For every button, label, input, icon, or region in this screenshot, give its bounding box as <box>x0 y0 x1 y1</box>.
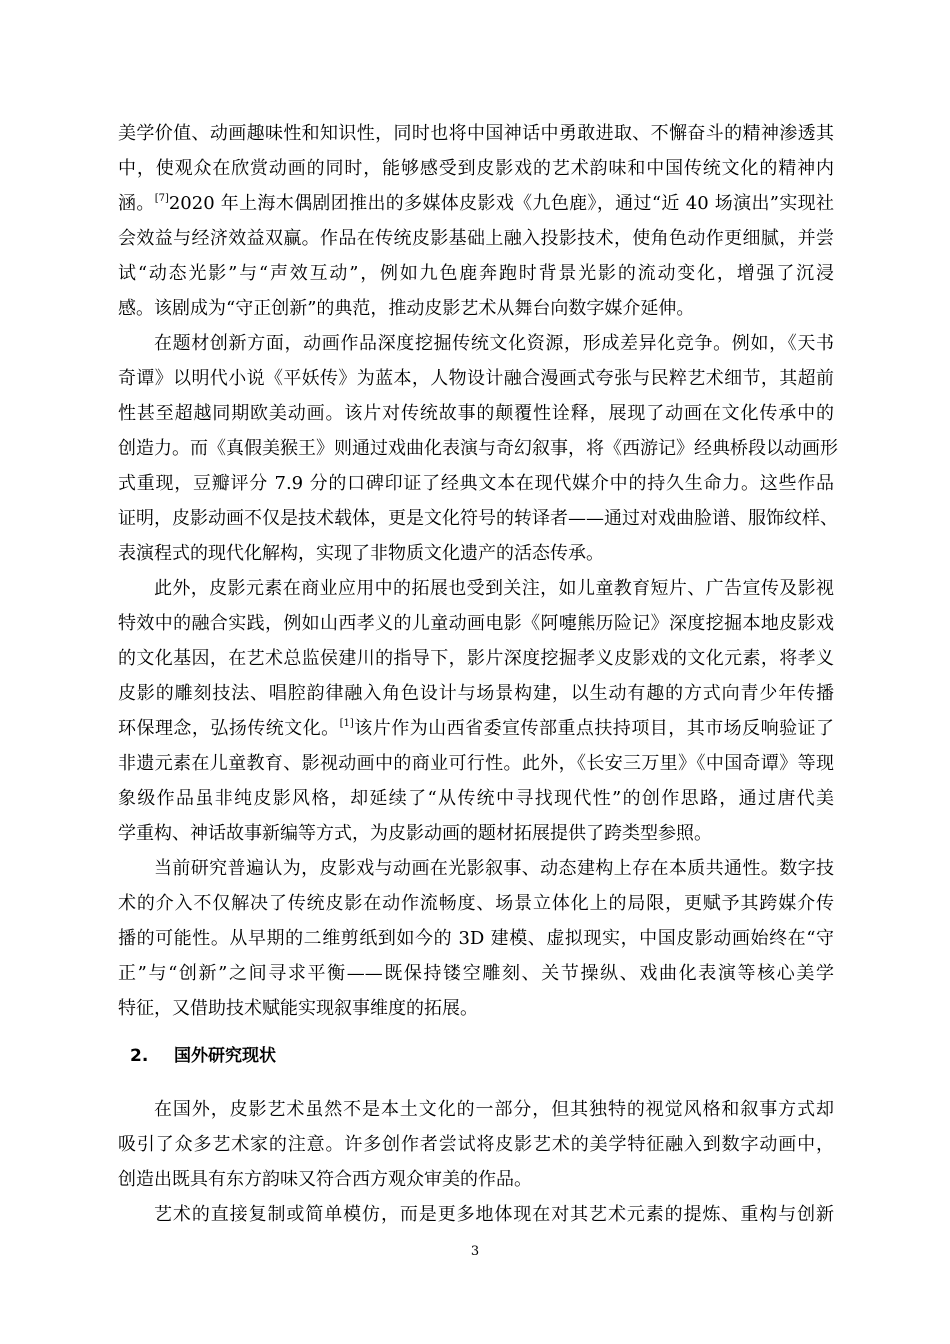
body-text-line: 正”与“创新”之间寻求平衡——既保持镂空雕刻、关节操纵、戏曲化表演等核心美学 <box>118 963 834 984</box>
body-text-line: 感。该剧成为“守正创新”的典范，推动皮影艺术从舞台向数字媒介延伸。 <box>118 298 695 319</box>
body-text-line: 性甚至超越同期欧美动画。该片对传统故事的颠覆性诠释，展现了动画在文化传承中的 <box>118 403 834 424</box>
body-text-line: 创造出既具有东方韵味又符合西方观众审美的作品。 <box>118 1169 532 1190</box>
body-text-line: 当前研究普遍认为，皮影戏与动画在光影叙事、动态建构上存在本质共通性。数字技 <box>154 858 834 879</box>
body-text-line: 此外，皮影元素在商业应用中的拓展也受到关注，如儿童教育短片、广告宣传及影视 <box>154 578 834 599</box>
section-title: 国外研究现状 <box>174 1046 276 1066</box>
body-text-fragment: 涵。 <box>118 193 155 214</box>
body-text-line: 中，使观众在欣赏动画的同时，能够感受到皮影戏的艺术韵味和中国传统文化的精神内 <box>118 158 834 179</box>
body-text-line: 表演程式的现代化解构，实现了非物质文化遗产的活态传承。 <box>118 543 604 564</box>
body-text-fragment: 2020 年上海木偶剧团推出的多媒体皮影戏《九色鹿》，通过“近 40 场演出”实现社 <box>168 193 835 214</box>
body-text-line: 非遗元素在儿童教育、影视动画中的商业可行性。此外，《长安三万里》《中国奇谭》等现 <box>118 753 834 774</box>
body-text-line: 证明，皮影动画不仅是技术载体，更是文化符号的转译者——通过对戏曲脸谱、服饰纹样、 <box>118 508 838 529</box>
body-text-line: 吸引了众多艺术家的注意。许多创作者尝试将皮影艺术的美学特征融入到数字动画中， <box>118 1134 834 1155</box>
citation-ref: [7] <box>154 193 169 204</box>
body-text-line: 在题材创新方面，动画作品深度挖掘传统文化资源，形成差异化竞争。例如，《天书 <box>154 333 834 354</box>
body-text-line: 学重构、神话故事新编等方式，为皮影动画的题材拓展提供了跨类型参照。 <box>118 823 712 844</box>
citation-ref: [1] <box>339 718 354 729</box>
body-text-line: 特征，又借助技术赋能实现叙事维度的拓展。 <box>118 998 478 1019</box>
body-text-line <box>118 186 834 221</box>
body-text-fragment: 环保理念，弘扬传统文化。 <box>118 718 340 739</box>
body-text-line: 美学价值、动画趣味性和知识性，同时也将中国神话中勇敢进取、不懈奋斗的精神渗透其 <box>118 123 834 144</box>
body-text-line: 象级作品虽非纯皮影风格，却延续了“从传统中寻找现代性”的创作思路，通过唐代美 <box>118 788 834 809</box>
body-text-line: 艺术的直接复制或简单模仿，而是更多地体现在对其艺术元素的提炼、重构与创新 <box>154 1204 834 1225</box>
body-text-line: 试“动态光影”与“声效互动”，例如九色鹿奔跑时背景光影的流动变化，增强了沉浸 <box>118 263 834 284</box>
body-text-line: 创造力。而《真假美猴王》则通过戏曲化表演与奇幻叙事，将《西游记》经典桥段以动画形 <box>118 438 838 459</box>
body-text-line: 特效中的融合实践，例如山西孝义的儿童动画电影《阿嚏熊历险记》深度挖掘本地皮影戏 <box>118 613 834 634</box>
page-number: 3 <box>470 1244 480 1259</box>
body-text-line: 会效益与经济效益双赢。作品在传统皮影基础上融入投影技术，使角色动作更细腻，并尝 <box>118 228 834 249</box>
body-text-line: 术的介入不仅解决了传统皮影在动作流畅度、场景立体化上的局限，更赋予其跨媒介传 <box>118 893 834 914</box>
body-text-line: 播的可能性。从早期的二维剪纸到如今的 3D 建模、虚拟现实，中国皮影动画始终在“守 <box>118 928 834 949</box>
body-text-line: 奇谭》以明代小说《平妖传》为蓝本，人物设计融合漫画式夸张与民粹艺术细节，其超前 <box>118 368 834 389</box>
body-text-fragment: 该片作为山西省委宣传部重点扶持项目，其市场反响验证了 <box>353 718 835 739</box>
body-text-line: 式重现，豆瓣评分 7.9 分的口碑印证了经典文本在现代媒介中的持久生命力。这些作品 <box>118 473 834 494</box>
body-text-line <box>118 711 834 746</box>
body-text-line: 的文化基因，在艺术总监侯建川的指导下，影片深度挖掘孝义皮影戏的文化元素，将孝义 <box>118 648 834 669</box>
section-number: 2. <box>130 1046 149 1066</box>
section-heading <box>130 1039 276 1074</box>
body-text-line: 在国外，皮影艺术虽然不是本土文化的一部分，但其独特的视觉风格和叙事方式却 <box>154 1099 834 1120</box>
body-text-line: 皮影的雕刻技法、唱腔韵律融入角色设计与场景构建，以生动有趣的方式向青少年传播 <box>118 683 834 704</box>
